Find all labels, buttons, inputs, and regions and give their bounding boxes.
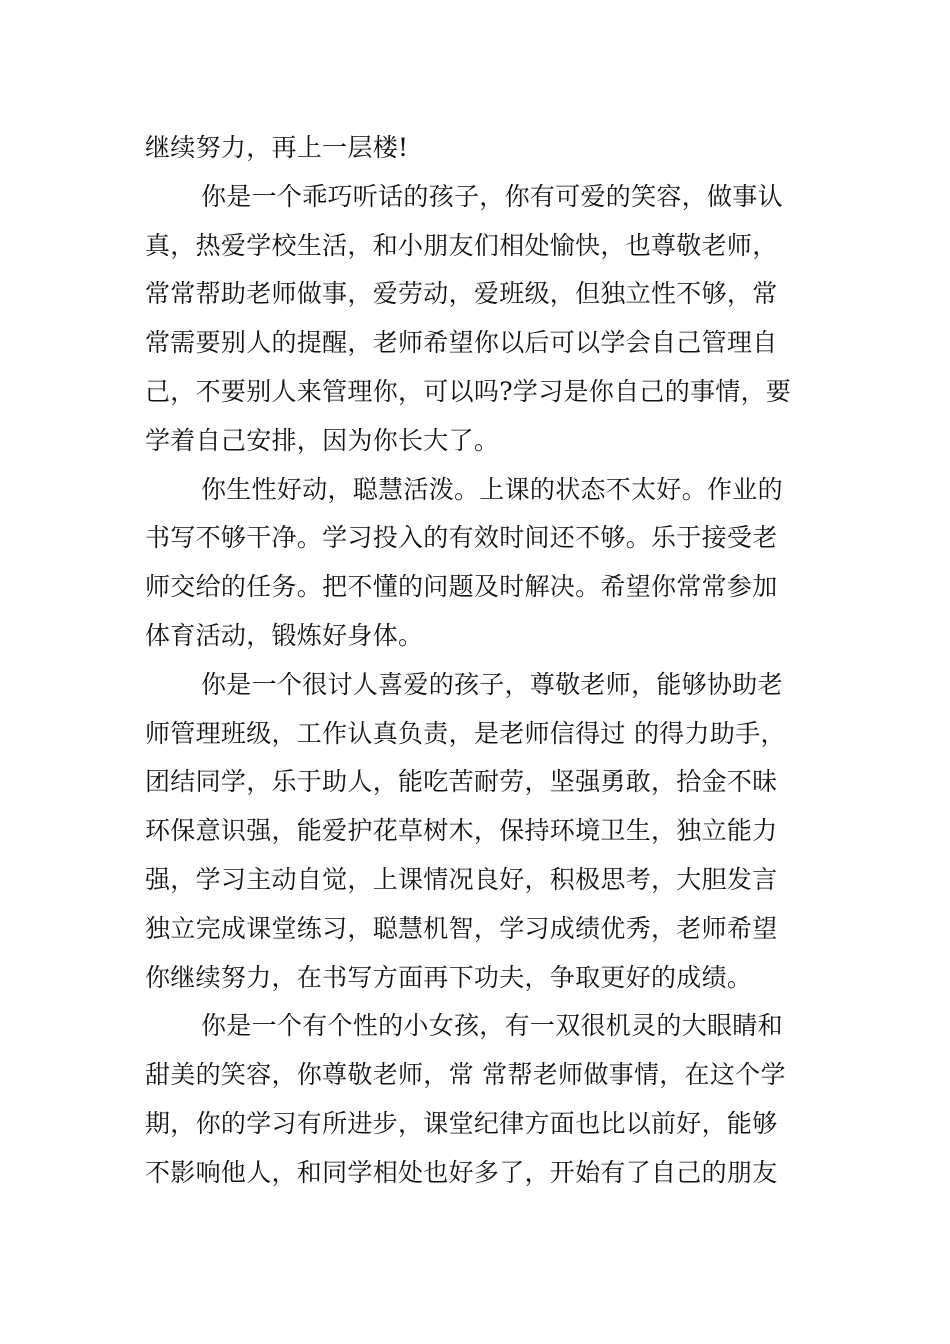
text-line: 不影响他人，和同学相处也好多了，开始有了自己的朋友 bbox=[145, 1157, 778, 1187]
text-line: 师交给的任务。把不懂的问题及时解决。希望你常常参加 bbox=[145, 572, 778, 602]
text-line: 独立完成课堂练习，聪慧机智，学习成绩优秀，老师希望 bbox=[145, 913, 778, 943]
text-line: 你生性好动，聪慧活泼。上课的状态不太好。作业的 bbox=[201, 474, 783, 504]
text-line: 己，不要别人来管理你，可以吗?学习是你自己的事情，要 bbox=[145, 376, 792, 406]
text-line: 环保意识强，能爱护花草树木，保持环境卫生，独立能力 bbox=[145, 816, 778, 846]
text-line: 书写不够干净。学习投入的有效时间还不够。乐于接受老 bbox=[145, 523, 778, 553]
text-line: 强，学习主动自觉，上课情况良好，积极思考，大胆发言 bbox=[145, 864, 778, 894]
text-line: 体育活动，锻炼好身体。 bbox=[145, 620, 424, 650]
text-line: 你是一个很讨人喜爱的孩子，尊敬老师，能够协助老 bbox=[201, 669, 783, 699]
text-line: 你是一个有个性的小女孩，有一双很机灵的大眼睛和 bbox=[201, 1011, 783, 1041]
text-line: 常常帮助老师做事，爱劳动，爱班级，但独立性不够，常 bbox=[145, 279, 778, 309]
text-line: 继续努力，再上一层楼! bbox=[145, 133, 409, 162]
text-line: 师管理班级，工作认真负责，是老师信得过 的得力助手， bbox=[145, 718, 786, 748]
text-line: 期，你的学习有所进步，课堂纪律方面也比以前好，能够 bbox=[145, 1108, 778, 1138]
text-line: 你是一个乖巧听话的孩子，你有可爱的笑容，做事认 bbox=[201, 181, 783, 211]
text-line: 团结同学，乐于助人，能吃苦耐劳，坚强勇敢，拾金不昧 bbox=[145, 767, 778, 797]
text-line: 甜美的笑容，你尊敬老师，常 常帮老师做事情，在这个学 bbox=[145, 1060, 786, 1090]
text-line: 真，热爱学校生活，和小朋友们相处愉快，也尊敬老师， bbox=[145, 230, 778, 260]
text-line: 学着自己安排，因为你长大了。 bbox=[145, 425, 500, 455]
text-line: 常需要别人的提醒，老师希望你以后可以学会自己管理自 bbox=[145, 328, 778, 358]
text-line: 你继续努力，在书写方面再下功夫，争取更好的成绩。 bbox=[145, 962, 753, 992]
document-body bbox=[145, 124, 810, 1198]
